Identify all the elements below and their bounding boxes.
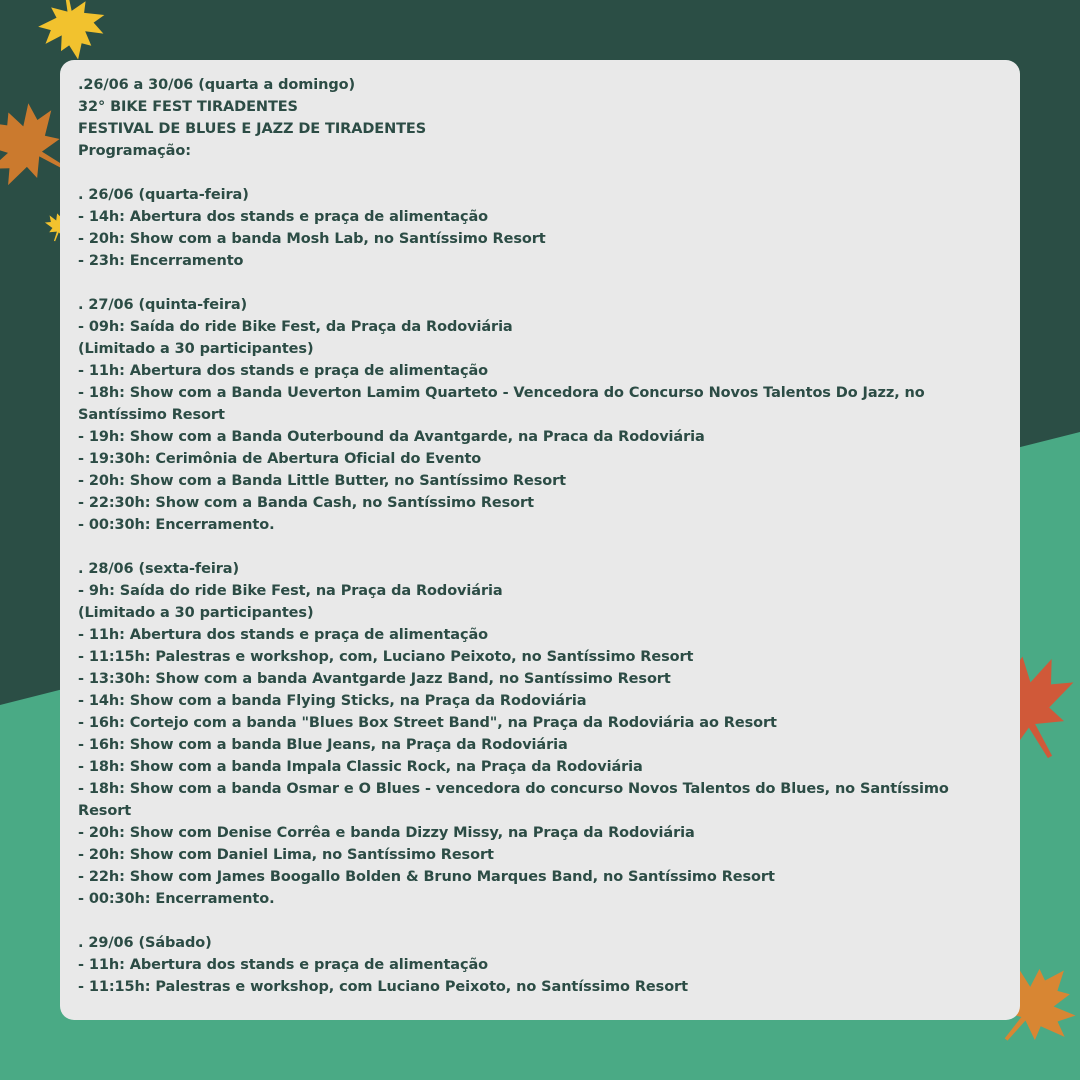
schedule-item: - 22h: Show com James Boogallo Bolden & Bruno Marques Band, no Santíssimo Resort xyxy=(78,869,775,885)
day-heading: . 26/06 (quarta-feira) xyxy=(78,187,249,203)
schedule-item: - 11h: Abertura dos stands e praça de alimentação xyxy=(78,627,489,643)
schedule-item: Resort xyxy=(78,803,132,819)
schedule-item: - 11:15h: Palestras e workshop, com Luciano Peixoto, no Santíssimo Resort xyxy=(78,979,688,995)
schedule-card xyxy=(60,60,1020,1020)
schedule-item: - 11h: Abertura dos stands e praça de alimentação xyxy=(78,957,489,973)
schedule-item: - 13:30h: Show com a banda Avantgarde Jazz Band, no Santíssimo Resort xyxy=(78,671,671,687)
schedule-item: - 20h: Show com a Banda Little Butter, no Santíssimo Resort xyxy=(78,473,566,489)
blank-line xyxy=(78,162,1002,184)
schedule-item: - 19h: Show com a Banda Outerbound da Avantgarde, na Praca da Rodoviária xyxy=(78,429,705,445)
maple-leaf-icon xyxy=(30,0,114,60)
schedule-item: - 00:30h: Encerramento. xyxy=(78,517,275,533)
day-heading: . 27/06 (quinta-feira) xyxy=(78,297,248,313)
event-title-bike-fest: 32° BIKE FEST TIRADENTES xyxy=(78,99,298,115)
schedule-item: - 23h: Encerramento xyxy=(78,253,244,269)
schedule-item: (Limitado a 30 participantes) xyxy=(78,605,314,621)
schedule-item: - 14h: Show com a banda Flying Sticks, na Praça da Rodoviária xyxy=(78,693,587,709)
schedule-item: - 16h: Show com a banda Blue Jeans, na Praça da Rodoviária xyxy=(78,737,568,753)
schedule-item: - 18h: Show com a banda Impala Classic Rock, na Praça da Rodoviária xyxy=(78,759,643,775)
event-dates: .26/06 a 30/06 (quarta a domingo) xyxy=(78,77,356,93)
day-heading: . 28/06 (sexta-feira) xyxy=(78,561,240,577)
schedule-item: - 20h: Show com Daniel Lima, no Santíssimo Resort xyxy=(78,847,494,863)
schedule-item: - 9h: Saída do ride Bike Fest, na Praça da Rodoviária xyxy=(78,583,503,599)
schedule-item: - 19:30h: Cerimônia de Abertura Oficial do Evento xyxy=(78,451,482,467)
schedule-item: - 18h: Show com a banda Osmar e O Blues - vencedora do concurso Novos Talentos do Blues, no Santíssimo xyxy=(78,781,949,797)
schedule-item: - 00:30h: Encerramento. xyxy=(78,891,275,907)
schedule-item: - 16h: Cortejo com a banda "Blues Box Street Band", na Praça da Rodoviária ao Resort xyxy=(78,715,777,731)
schedule-item: - 22:30h: Show com a Banda Cash, no Santíssimo Resort xyxy=(78,495,534,511)
blank-line xyxy=(78,272,1002,294)
schedule-item: - 20h: Show com a banda Mosh Lab, no Santíssimo Resort xyxy=(78,231,546,247)
programacao-heading: Programação: xyxy=(78,143,191,159)
schedule-item: Santíssimo Resort xyxy=(78,407,225,423)
schedule-item: - 14h: Abertura dos stands e praça de alimentação xyxy=(78,209,489,225)
schedule-item: - 11h: Abertura dos stands e praça de alimentação xyxy=(78,363,489,379)
schedule-item: - 11:15h: Palestras e workshop, com, Luciano Peixoto, no Santíssimo Resort xyxy=(78,649,694,665)
day-heading: . 29/06 (Sábado) xyxy=(78,935,212,951)
schedule-item: - 20h: Show com Denise Corrêa e banda Dizzy Missy, na Praça da Rodoviária xyxy=(78,825,695,841)
blank-line xyxy=(78,536,1002,558)
schedule-item: - 18h: Show com a Banda Ueverton Lamim Quarteto - Vencedora do Concurso Novos Talentos Do Jazz, no xyxy=(78,385,925,401)
blank-line xyxy=(78,910,1002,932)
schedule-item: (Limitado a 30 participantes) xyxy=(78,341,314,357)
schedule-item: - 09h: Saída do ride Bike Fest, da Praça da Rodoviária xyxy=(78,319,513,335)
event-title-blues-jazz: FESTIVAL DE BLUES E JAZZ DE TIRADENTES xyxy=(78,121,427,137)
